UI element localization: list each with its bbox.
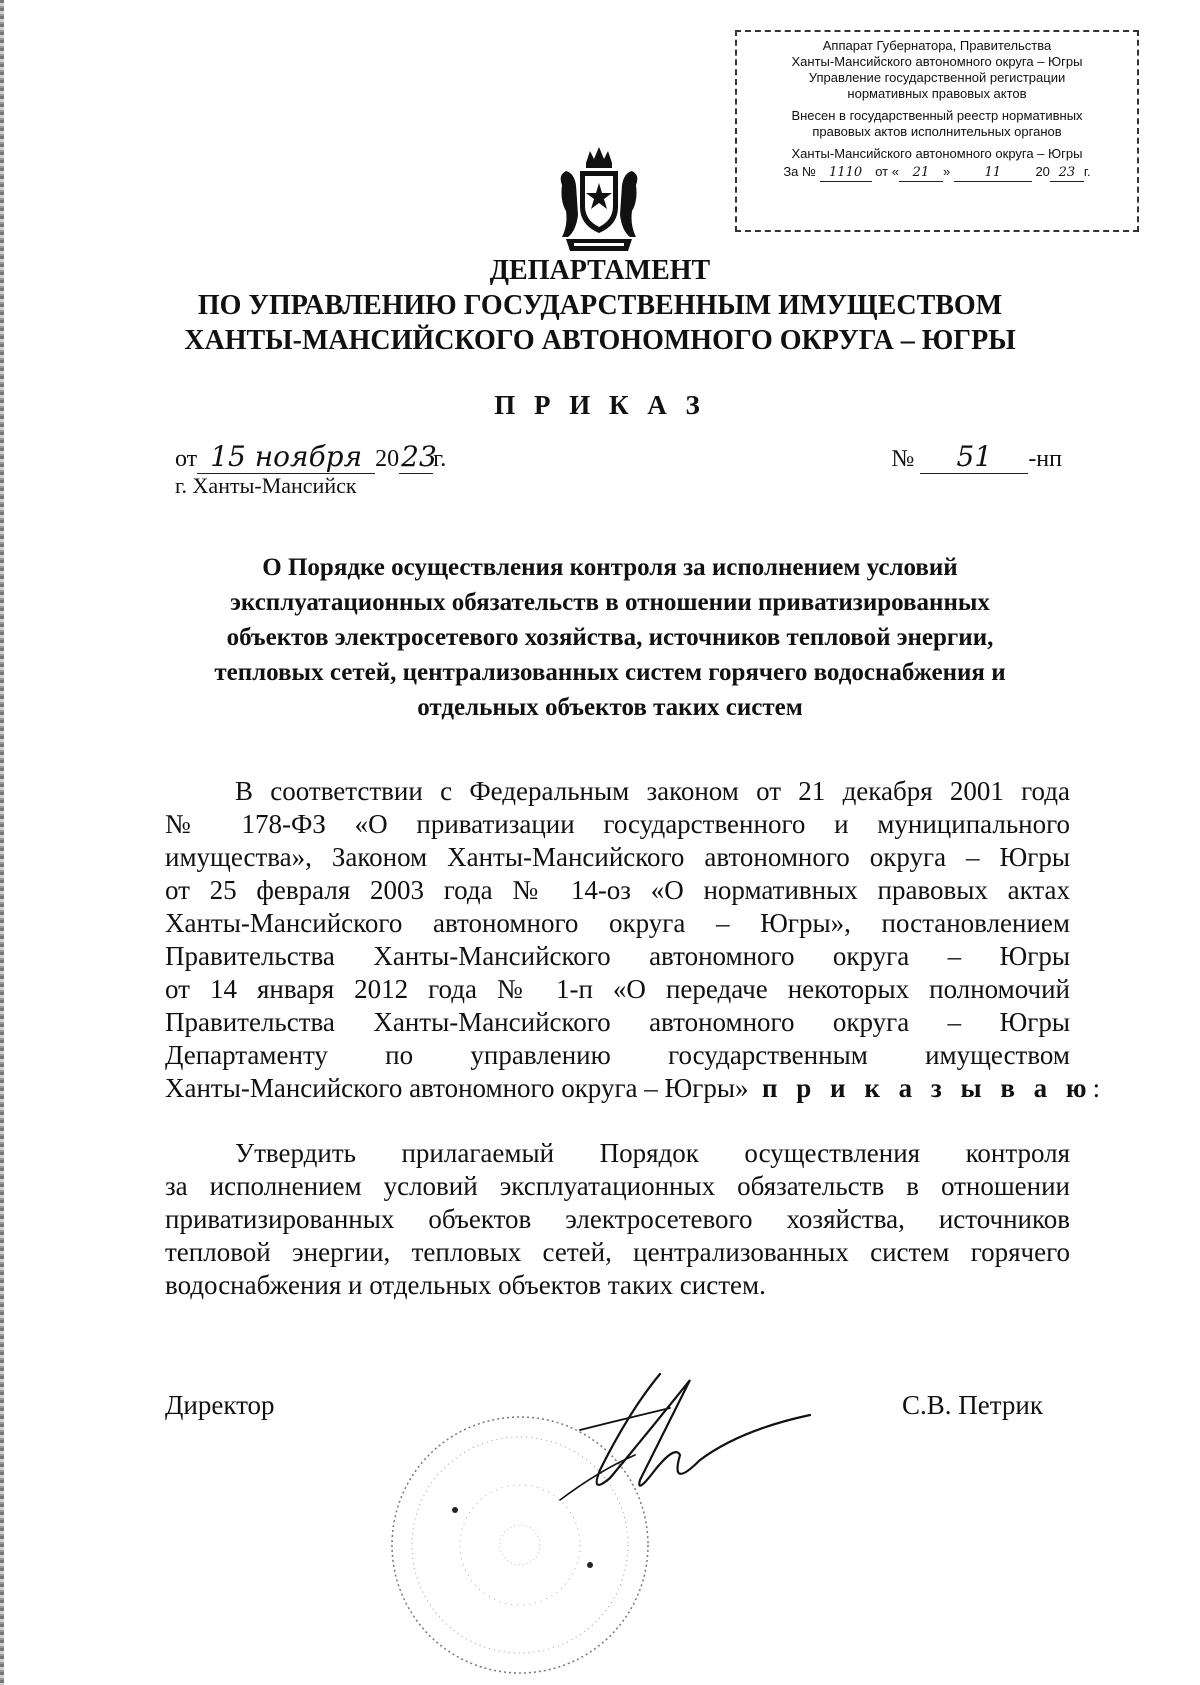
stamp-reg-month: 11 (954, 165, 1032, 182)
stamp-line: Ханты-Мансийского автономного округа – Югры (791, 54, 1083, 69)
coat-of-arms-emblem (556, 145, 642, 255)
number-suffix: -нп (1028, 446, 1062, 472)
stamp-reg-from: от « (875, 164, 899, 179)
paragraph-line: Правительства Ханты-Мансийского автономного округа – Югры (165, 1007, 1070, 1037)
paragraph-line: от 14 января 2012 года № 1-п «О передаче некоторых полномочий (165, 974, 1070, 1004)
stamp-registration-line (741, 164, 1133, 182)
handwritten-signature (540, 1360, 820, 1520)
stamp-reg-quote: » (942, 164, 951, 179)
date-year: 23 (401, 440, 437, 473)
department-title-line-1: ДЕПАРТАМЕНТ (489, 255, 711, 286)
stamp-reg-year-prefix: 20 (1035, 164, 1050, 179)
paragraph-line: № 178-ФЗ «О приватизации государственного и муниципального (165, 809, 1070, 839)
paragraph-last-line: водоснабжения и отдельных объектов таких систем. (165, 1270, 766, 1300)
title-line: О Порядке осуществления контроля за исполнением условий (262, 554, 958, 581)
scan-edge (0, 0, 4, 1685)
document-number (891, 440, 1062, 474)
date-prefix: от (175, 446, 198, 472)
stamp-reg-number: 1110 (820, 165, 872, 182)
paragraph-line: приватизированных объектов электросетевого хозяйства, источников (165, 1204, 1070, 1234)
stamp-line: нормативных правовых актов (847, 86, 1027, 101)
department-title-line-3: ХАНТЫ-МАНСИЙСКОГО АВТОНОМНОГО ОКРУГА – ЮГРЫ (184, 325, 1016, 356)
title-line: эксплуатационных обязательств в отношении приватизированных (230, 589, 990, 616)
paragraph-last-line (165, 1072, 1101, 1105)
stamp-line: Внесен в государственный реестр нормативных (791, 108, 1083, 123)
title-line: объектов электросетевого хозяйства, источников тепловой энергии, (226, 624, 994, 651)
stamp-reg-prefix: За № (783, 164, 816, 179)
stamp-line: Управление государственной регистрации (808, 70, 1066, 85)
stamp-reg-year: 23 (1050, 165, 1084, 182)
stamp-line: Аппарат Губернатора, Правительства (822, 38, 1052, 53)
paragraph-line: имущества», Законом Ханты-Мансийского автономного округа – Югры (165, 842, 1070, 872)
paragraph-line: Ханты-Мансийского автономного округа – Югры», постановлением (165, 908, 1070, 938)
paragraph-line: от 25 февраля 2003 года № 14-оз «О нормативных правовых актах (165, 875, 1070, 905)
paragraph-line: Утвердить прилагаемый Порядок осуществления контроля (235, 1138, 1070, 1168)
order-colon: : (1092, 1073, 1101, 1103)
title-line: тепловых сетей, централизованных систем горячего водоснабжения и (214, 659, 1006, 686)
document-date (175, 440, 446, 474)
stamp-line: Ханты-Мансийского автономного округа – Югры (791, 146, 1083, 161)
department-title-line-2: ПО УПРАВЛЕНИЮ ГОСУДАРСТВЕННЫМ ИМУЩЕСТВОМ (197, 290, 1003, 321)
signatory-name: С.В. Петрик (902, 1390, 1043, 1420)
date-day-month: 15 ноября (197, 440, 375, 474)
paragraph-legal-basis (165, 775, 1101, 1105)
date-year-prefix: 20 (375, 446, 400, 472)
number-value: 51 (920, 440, 1028, 474)
paragraph-line: тепловой энергии, тепловых сетей, централизованных систем горячего (165, 1237, 1070, 1267)
paragraph-order (165, 1137, 1070, 1302)
paragraph-line: Департаменту по управлению государственным имуществом (165, 1040, 1070, 1070)
document-title (160, 550, 1060, 725)
registration-stamp (735, 30, 1139, 232)
document-city: г. Ханты-Мансийск (175, 473, 357, 498)
paragraph-line: Правительства Ханты-Мансийского автономного округа – Югры (165, 941, 1070, 971)
signatory-position: Директор (165, 1390, 275, 1420)
paragraph-line: за исполнением условий эксплуатационных обязательств в отношении (165, 1171, 1070, 1201)
order-word: п р и к а з ы в а ю (761, 1073, 1093, 1103)
number-prefix: № (891, 446, 915, 472)
paragraph-last-text: Ханты-Мансийского автономного округа – Югры» (165, 1073, 749, 1103)
stamp-reg-year-suffix: г. (1083, 164, 1091, 179)
date-suffix: г. (433, 446, 447, 472)
paragraph-line: В соответствии с Федеральным законом от 21 декабря 2001 года (235, 776, 1070, 806)
stamp-line: правовых актов исполнительных органов (812, 124, 1062, 139)
title-line: отдельных объектов таких систем (417, 694, 803, 721)
stamp-reg-day: 21 (899, 165, 943, 182)
document-type: П Р И К А З (494, 390, 706, 420)
